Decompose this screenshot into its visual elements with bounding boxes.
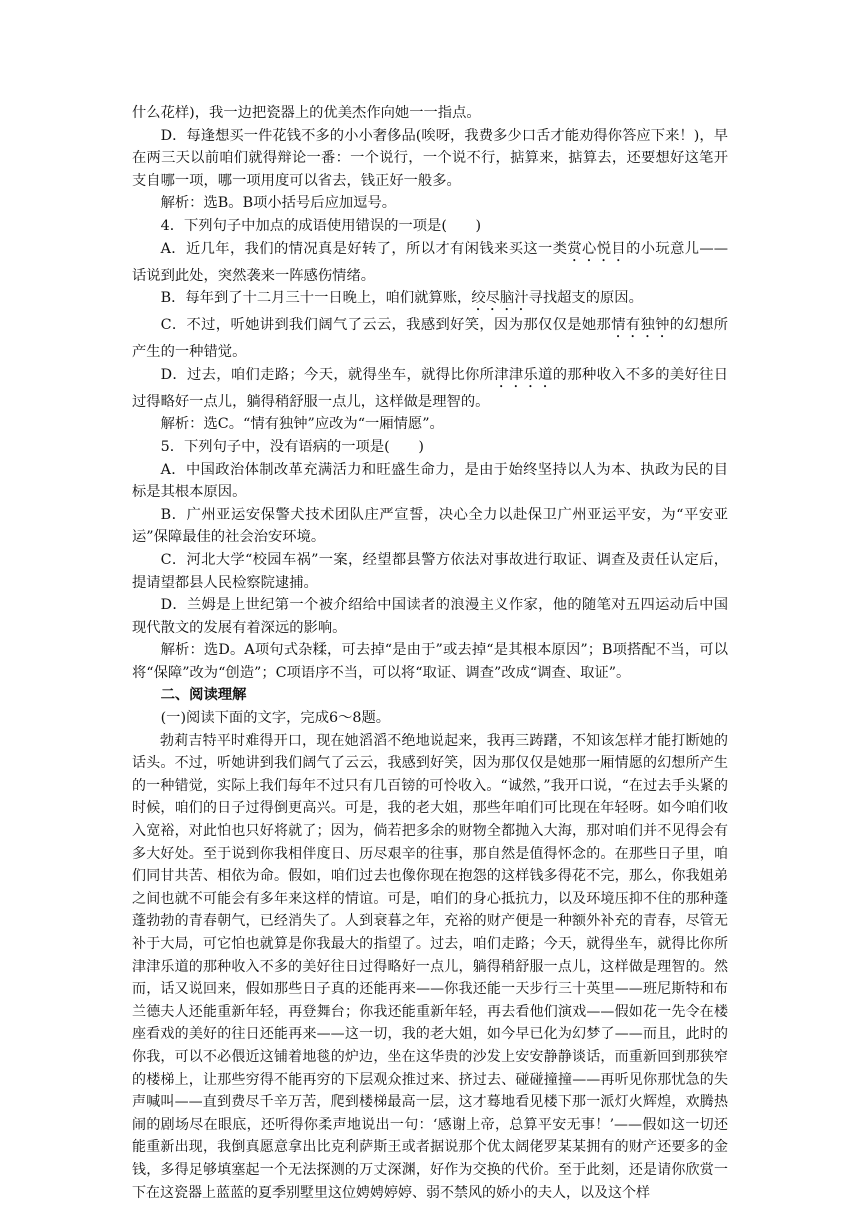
- document-body: [132, 102, 728, 1204]
- dotted-idiom: 津津乐道: [494, 366, 553, 383]
- q4-analysis: 解析：选C。“情有独钟”应改为“一厢情愿”。: [160, 416, 444, 433]
- q5-stem: 5．下列句子中，没有语病的一项是( ): [160, 438, 424, 455]
- q5-option-b: B．广州亚运安保警犬技术团队庄严宣誓，决心全力以赴保卫广州亚运平安，为“平安亚运”保障最佳的社会治安环境。: [132, 506, 728, 546]
- q5-analysis: 解析：选D。A项句式杂糅，可去掉“是由于”或去掉“是其根本原因”；B项搭配不当，可以将“保障”改为“创造”；C项语序不当，可以将“取证、调查”改成“调查、取证”。: [132, 642, 728, 681]
- dotted-idiom: 赏心悦目: [567, 240, 627, 257]
- q3-analysis: 解析：选B。B项小括号后应加逗号。: [160, 195, 397, 212]
- q4-option-a: A．近几年，我们的情况真是好转了，所以才有闲钱来买这一类赏心悦目的小玩意儿——话说到此处，突然袭来一阵感伤情绪。: [132, 240, 729, 284]
- q5-option-d: D．兰姆是上世纪第一个被介绍给中国读者的浪漫主义作家，他的随笔对五四运动后中国现代散文的发展有着深远的影响。: [132, 597, 728, 636]
- q4-stem: 4．下列句子中加点的成语使用错误的一项是( ): [160, 217, 482, 234]
- dotted-idiom: 情有独钟: [611, 317, 670, 334]
- q5-option-a: A．中国政治体制改革充满活力和旺盛生命力，是由于始终坚持以人为本、执政为民的目标是其根本原因。: [132, 461, 728, 501]
- q4-option-c: C．不过，听她讲到我们阔气了云云，我感到好笑，因为那仅仅是她那情有独钟的幻想所产生的一种错觉。: [132, 317, 729, 361]
- section-heading: 二、阅读理解: [160, 687, 247, 704]
- reading-passage: 勃莉吉特平时难得开口，现在她滔滔不绝地说起来，我再三踌躇，不知该怎样才能打断她的话头。不过，听她讲到我们阔气了云云，我感到好笑，因为那仅仅是她那一厢情愿的幻想所产生的一种错觉，实际上我们每年不过只有几百镑的可怜收入。“诚然，”我开口说，“在过去手头紧的时候，咱们的日子过得倒更高兴。可是，我的老大姐，那些年咱们可比现在年轻呀。如今咱们收入宽裕，对此怕也只好将就了；因为，倘若把多余的财物全都抛入大海，那对咱们并不见得会有多大好处。至于说到你我相伴度日、历尽艰辛的往事，那自然是值得怀念的。在那些日子里，咱们同甘共苦、相依为命。假如，咱们过去也像你现在抱怨的这样钱多得花不完，那么，你我姐弟之间也就不可能会有多年来这样的情谊。可是，咱们的身心抵抗力，以及环境压抑不住的那种蓬蓬勃勃的青春朝气，已经消失了。人到衰暮之年，充裕的财产便是一种额外补充的青春，尽管无补于大局，可它怕也就算是你我最大的指望了。过去，咱们走路；今天，就得坐车，就得比你所津津乐道的那种收入不多的美好往日过得略好一点儿，躺得稍舒服一点儿，这样做是理智的。然而，话又说回来，假如那些日子真的还能再来——你我还能一天步行三十英里——班尼斯特和布兰德夫人还能重新年轻，再登舞台；你我还能重新年轻，再去看他们演戏——假如花一先令在楼座看戏的美好的往日还能再来——这一切，我的老大姐，如今早已化为幻梦了——而且，此时的你我，可以不必偎近这铺着地毯的炉边，坐在这华贵的沙发上安安静静谈话，而重新回到那狭窄的楼梯上，让那些穷得不能再穷的下层观众推过来、挤过去、碰碰撞撞——再听见你那忧急的失声喊叫——直到费尽千辛万苦，爬到楼梯最高一层，这才蓦地看见楼下那一派灯火辉煌，欢腾热闹的剧场尽在眼底，还听得你柔声地说出一句：‘感谢上帝，总算平安无事！’——假如这一切还能重新出现，我倒真愿意拿出比克利萨斯王或者据说那个优太阔佬罗某某拥有的财产还要多的金钱，多得足够填塞起一个无法探测的万丈深渊，好作为交换的代价。至于此刻，还是请你欣赏一下在这瓷器上蓝蓝的夏季别墅里这位娉娉婷婷、弱不禁风的娇小的夫人，以及这个样: [132, 732, 728, 1201]
- dotted-idiom: 绞尽脑汁: [471, 290, 529, 307]
- reading-instruction: (一)阅读下面的文字，完成6～8题。: [160, 710, 391, 727]
- continued-text: 什么花样)，我一边把瓷器上的优美杰作向她一一指点。: [132, 105, 481, 121]
- q5-option-c: C．河北大学“校园车祸”一案，经望都县警方依法对事故进行取证、调查及责任认定后，提请望都县人民检察院逮捕。: [132, 551, 728, 591]
- q4-option-b: B．每年到了十二月三十一日晚上，咱们就算账，绞尽脑汁寻找超支的原因。: [160, 290, 643, 307]
- q3-option-d: D．每逢想买一件花钱不多的小小奢侈品(唉呀，我费多少口舌才能劝得你答应下来！)，早在两三天以前咱们就得辩论一番：一个说行，一个说不行，掂算来，掂算去，还要想好这笔开支自哪一项，哪一项用度可以省去，钱正好一般多。: [132, 127, 728, 189]
- q4-option-d: D．过去，咱们走路；今天，就得坐车，就得比你所津津乐道的那种收入不多的美好往日过得略好一点儿，躺得稍舒服一点儿，这样做是理智的。: [132, 366, 729, 410]
